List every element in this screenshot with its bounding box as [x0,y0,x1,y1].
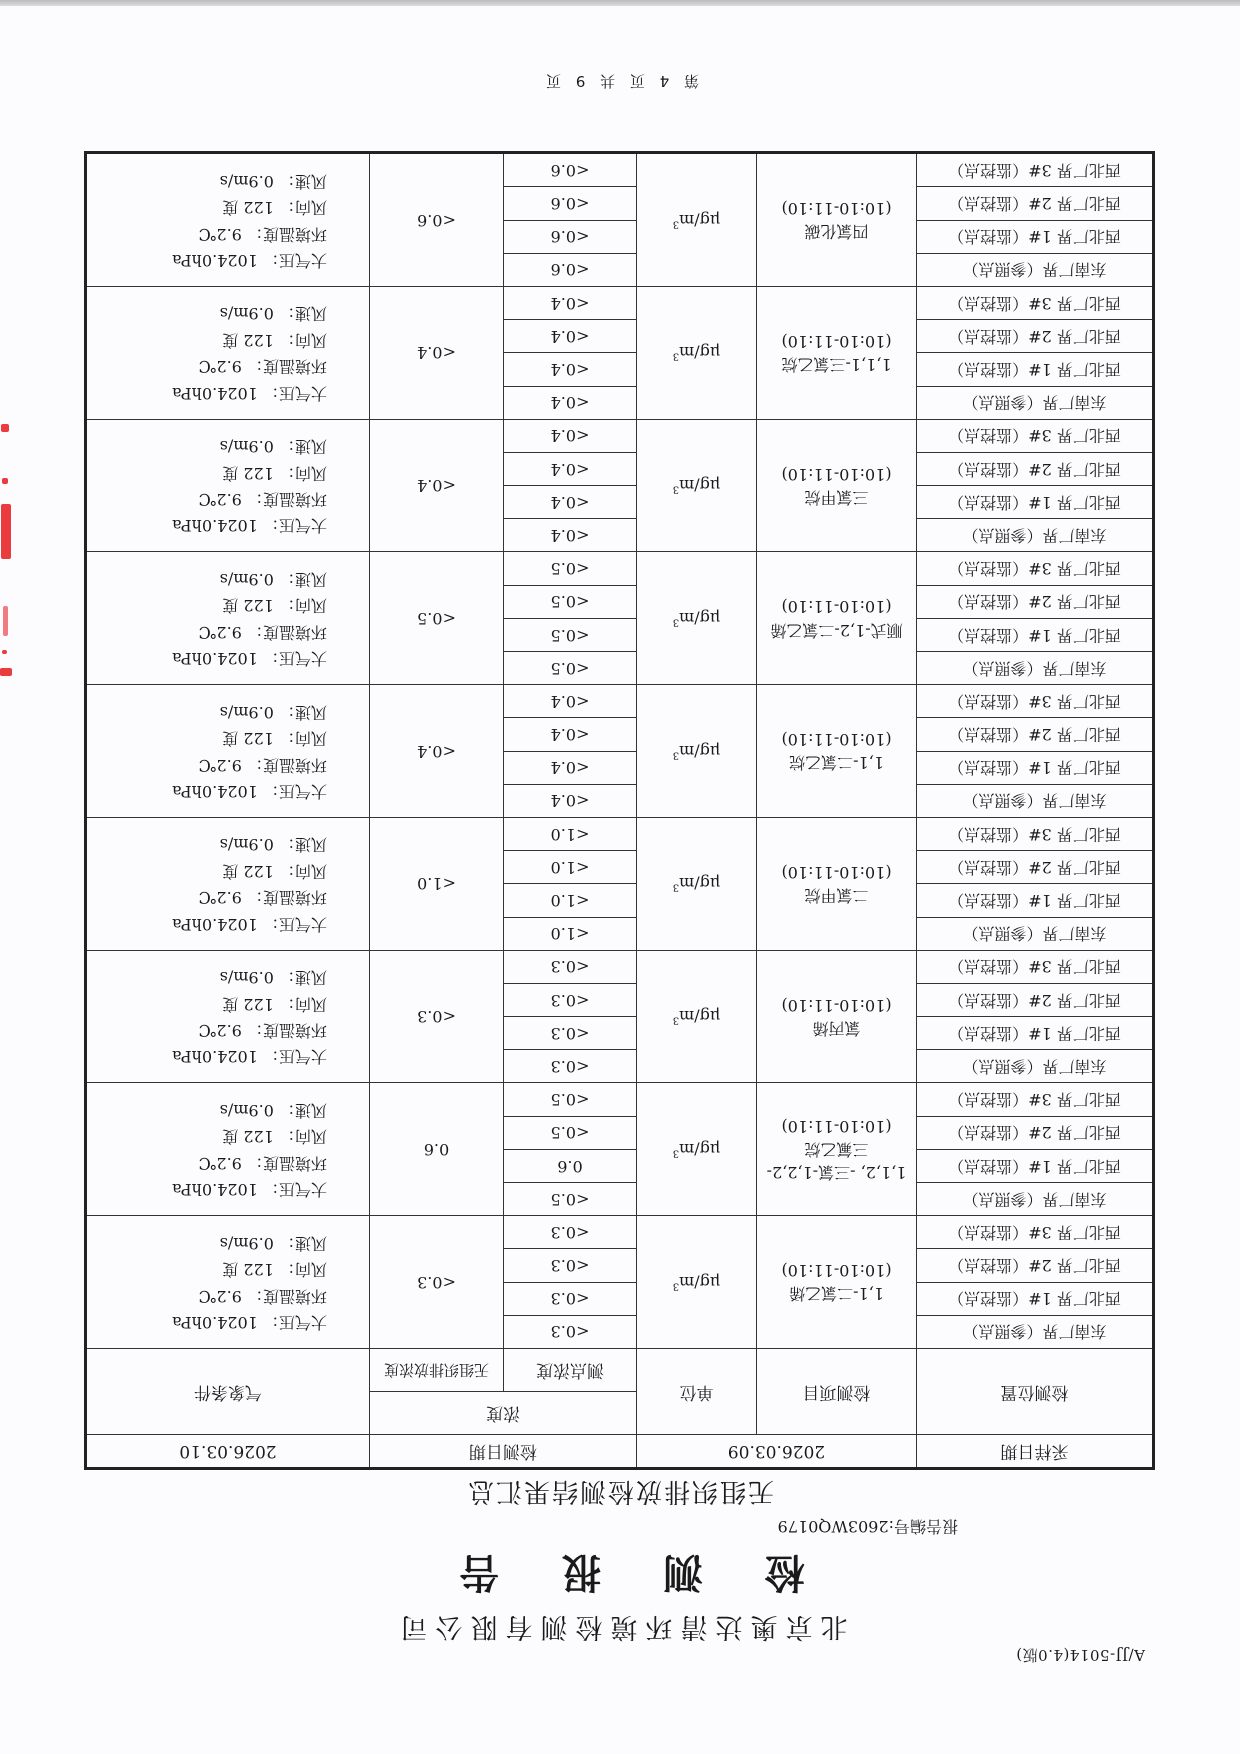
test-item-cell [757,1216,917,1349]
weather-wind-direction: 风向： 122 度 [222,1127,327,1147]
point-concentration-cell: <0.4 [504,519,637,552]
test-item-cell [757,552,917,685]
test-item-cell [757,818,917,951]
stamp-mark [1,504,11,559]
location-cell: 东南厂界（参照点） [917,1315,1154,1348]
location-cell: 东南厂界（参照点） [917,1183,1154,1216]
weather-pressure: 大气压： 1024.0hPa [172,914,327,934]
weather-temperature: 环境温度： 9.2℃ [198,1286,327,1306]
test-item-cell [757,287,917,420]
unit-text: μg/m [679,874,721,894]
weather-cell [86,287,370,420]
unit-exponent: 3 [672,350,680,362]
unit-cell [637,950,757,1083]
weather-wind-direction: 风向： 122 度 [222,463,327,483]
point-concentration-cell: <0.4 [504,452,637,485]
weather-temperature: 环境温度： 9.2℃ [198,490,327,510]
weather-wind-speed: 风速： 0.9m/s [219,171,327,191]
weather-cell [86,950,370,1083]
test-item-time: (10:10-11:10) [781,1261,892,1281]
test-item-cell [757,950,917,1083]
weather-pressure: 大气压： 1024.0hPa [172,1312,327,1332]
point-concentration-cell: 0.6 [504,1149,637,1182]
weather-pressure: 大气压： 1024.0hPa [172,516,327,536]
weather-wind-direction: 风向： 122 度 [222,1260,327,1280]
table-row [86,652,1154,685]
location-cell: 西北厂界 3#（监控点） [917,950,1154,983]
point-concentration-cell: <1.0 [504,884,637,917]
test-item-name: 顺式-1,2-二氯乙烯 [770,620,903,640]
fugitive-concentration-cell: <0.6 [370,153,504,287]
test-item-name: 氯丙烯 [812,1018,861,1038]
point-concentration-cell: <1.0 [504,917,637,950]
weather-temperature: 环境温度： 9.2℃ [198,1153,327,1173]
weather-pressure: 大气压： 1024.0hPa [172,781,327,801]
unit-cell [637,685,757,818]
weather-cell [86,685,370,818]
point-concentration-cell: <0.3 [504,1282,637,1315]
weather-pressure: 大气压： 1024.0hPa [172,1047,327,1067]
point-concentration-cell: <0.3 [504,1216,637,1249]
location-cell: 西北厂界 2#（监控点） [917,452,1154,485]
test-item-cell [757,685,917,818]
unit-cell [637,552,757,685]
company-name: 北京奥达清环境检测有限公司 [392,1611,848,1642]
col-header-unit: 单位 [637,1349,757,1435]
point-concentration-cell: <0.5 [504,1083,637,1116]
fugitive-concentration-cell: <0.4 [370,419,504,552]
point-concentration-cell: <0.4 [504,419,637,452]
point-concentration-cell: <1.0 [504,818,637,851]
point-concentration-cell: <0.6 [504,153,637,187]
location-cell: 东南厂界（参照点） [917,253,1154,286]
weather-temperature: 环境温度： 9.2℃ [198,888,327,908]
table-row [86,1315,1154,1348]
point-concentration-cell: <0.4 [504,320,637,353]
weather-wind-direction: 风向： 122 度 [222,330,327,350]
weather-temperature: 环境温度： 9.2℃ [198,622,327,642]
unit-exponent: 3 [672,1014,680,1026]
location-cell: 西北厂界 2#（监控点） [917,585,1154,618]
test-item-name: 1,1,1-三氯乙烷 [781,355,892,375]
col-header-fugitive-conc: 无组织排放浓度 [370,1349,504,1392]
point-concentration-cell: <0.5 [504,552,637,585]
report-number-value: 2603WQ0179 [777,1517,889,1536]
unit-cell [637,1216,757,1349]
weather-temperature: 环境温度： 9.2℃ [198,755,327,775]
weather-wind-direction: 风向： 122 度 [222,861,327,881]
point-concentration-cell: <0.6 [504,220,637,253]
unit-exponent: 3 [672,616,680,628]
fugitive-concentration-cell: <0.3 [370,1216,504,1349]
point-concentration-cell: <0.3 [504,1050,637,1083]
test-item-time: (10:10-11:10) [781,730,892,750]
weather-cell [86,1216,370,1349]
weather-cell [86,153,370,287]
point-concentration-cell: <0.6 [504,253,637,286]
unit-text: μg/m [679,476,721,496]
weather-wind-speed: 风速： 0.9m/s [219,437,327,457]
point-concentration-cell: <0.6 [504,187,637,220]
point-concentration-cell: <0.5 [504,618,637,651]
unit-text: μg/m [679,1007,721,1027]
test-item-cell [757,153,917,287]
point-concentration-cell: <0.5 [504,1183,637,1216]
test-item-name: 1,1,2, -三氯-1,2,2-三氟乙烷 [766,1139,907,1183]
location-cell: 西北厂界 1#（监控点） [917,884,1154,917]
form-code: A/JJ-5014(4.0版) [1015,1646,1145,1664]
point-concentration-cell: <1.0 [504,851,637,884]
unit-text: μg/m [679,1272,721,1292]
test-item-cell [757,419,917,552]
test-item-name: 1,1-二氯乙烯 [789,1284,884,1304]
unit-cell [637,153,757,287]
location-cell: 西北厂界 1#（监控点） [917,618,1154,651]
unit-exponent: 3 [672,1147,680,1159]
weather-wind-direction: 风向： 122 度 [222,596,327,616]
location-cell: 东南厂界（参照点） [917,652,1154,685]
weather-wind-speed: 风速： 0.9m/s [219,968,327,988]
unit-cell [637,1083,757,1216]
stamp-mark [3,606,8,636]
col-header-weather: 气象条件 [86,1349,370,1435]
col-header-concentration: 浓度 [370,1392,637,1435]
weather-cell [86,552,370,685]
location-cell: 西北厂界 1#（监控点） [917,1017,1154,1050]
test-date-label: 检测日期 [370,1435,637,1469]
unit-text: μg/m [679,608,721,628]
location-cell: 西北厂界 2#（监控点） [917,1249,1154,1282]
weather-cell [86,419,370,552]
point-concentration-cell: <0.3 [504,1315,637,1348]
weather-wind-speed: 风速： 0.9m/s [219,1233,327,1253]
test-item-name: 1,1-二氯乙烷 [789,753,884,773]
header-row-1 [86,1392,1154,1435]
report-number [778,1516,958,1539]
weather-pressure: 大气压： 1024.0hPa [172,1180,327,1200]
location-cell: 西北厂界 3#（监控点） [917,153,1154,187]
test-item-time: (10:10-11:10) [781,1116,892,1136]
sampling-date-label: 采样日期 [917,1435,1154,1469]
unit-exponent: 3 [672,881,680,893]
page-number: 第 4 页 共 9 页 [541,72,699,90]
table-title: 无组织排放检测结果汇总 [466,1476,775,1506]
fugitive-concentration-cell: <0.4 [370,287,504,420]
unit-text: μg/m [679,1139,721,1159]
stamp-mark [2,478,8,484]
scan-edge [0,0,1240,6]
unit-cell [637,419,757,552]
weather-cell [86,1083,370,1216]
point-concentration-cell: <0.5 [504,652,637,685]
weather-wind-speed: 风速： 0.9m/s [219,569,327,589]
test-item-time: (10:10-11:10) [781,199,892,219]
weather-wind-speed: 风速： 0.9m/s [219,835,327,855]
point-concentration-cell: <0.4 [504,287,637,320]
table-row [86,1050,1154,1083]
location-cell: 西北厂界 3#（监控点） [917,419,1154,452]
location-cell: 西北厂界 3#（监控点） [917,818,1154,851]
location-cell: 西北厂界 3#（监控点） [917,685,1154,718]
weather-wind-direction: 风向： 122 度 [222,729,327,749]
location-cell: 西北厂界 3#（监控点） [917,1083,1154,1116]
stamp-mark [0,668,12,676]
point-concentration-cell: <0.5 [504,1116,637,1149]
point-concentration-cell: <0.4 [504,784,637,817]
location-cell: 东南厂界（参照点） [917,386,1154,419]
location-cell: 西北厂界 1#（监控点） [917,1149,1154,1182]
weather-wind-speed: 风速： 0.9m/s [219,304,327,324]
location-cell: 西北厂界 2#（监控点） [917,983,1154,1016]
test-item-time: (10:10-11:10) [781,995,892,1015]
table-row [86,519,1154,552]
location-cell: 西北厂界 3#（监控点） [917,1216,1154,1249]
location-cell: 西北厂界 1#（监控点） [917,751,1154,784]
report-number-label: 报告编号: [888,1517,958,1536]
test-item-time: (10:10-11:10) [781,464,892,484]
unit-exponent: 3 [672,749,680,761]
point-concentration-cell: <0.4 [504,718,637,751]
point-concentration-cell: <0.4 [504,386,637,419]
weather-wind-speed: 风速： 0.9m/s [219,1100,327,1120]
fugitive-concentration-cell: <0.4 [370,685,504,818]
test-item-name: 三氯甲烷 [804,487,869,507]
point-concentration-cell: <0.3 [504,1249,637,1282]
fugitive-concentration-cell: 0.6 [370,1083,504,1216]
weather-wind-direction: 风向： 122 度 [222,994,327,1014]
col-header-item: 检测项目 [757,1349,917,1435]
weather-wind-direction: 风向： 122 度 [222,198,327,218]
test-item-time: (10:10-11:10) [781,597,892,617]
unit-text: μg/m [679,741,721,761]
point-concentration-cell: <0.3 [504,1017,637,1050]
fugitive-concentration-cell: <0.3 [370,950,504,1083]
unit-exponent: 3 [672,1280,680,1292]
weather-temperature: 环境温度： 9.2℃ [198,357,327,377]
location-cell: 西北厂界 1#（监控点） [917,353,1154,386]
point-concentration-cell: <0.5 [504,585,637,618]
table-row [86,386,1154,419]
test-item-name: 二氯甲烷 [804,886,869,906]
location-cell: 西北厂界 2#（监控点） [917,1116,1154,1149]
location-cell: 东南厂界（参照点） [917,519,1154,552]
weather-temperature: 环境温度： 9.2℃ [198,1021,327,1041]
location-cell: 东南厂界（参照点） [917,784,1154,817]
location-cell: 西北厂界 3#（监控点） [917,552,1154,585]
location-cell: 西北厂界 1#（监控点） [917,220,1154,253]
unit-exponent: 3 [672,483,680,495]
unit-cell [637,818,757,951]
location-cell: 西北厂界 2#（监控点） [917,718,1154,751]
col-header-point-conc: 测点浓度 [504,1349,637,1392]
point-concentration-cell: <0.3 [504,983,637,1016]
table-row [86,917,1154,950]
location-cell: 西北厂界 1#（监控点） [917,486,1154,519]
weather-temperature: 环境温度： 9.2℃ [198,224,327,244]
weather-wind-speed: 风速： 0.9m/s [219,702,327,722]
point-concentration-cell: <0.3 [504,950,637,983]
unit-text: μg/m [679,343,721,363]
fugitive-concentration-cell: <1.0 [370,818,504,951]
stamp-mark [1,424,9,432]
report-title: 检 测 报 告 [435,1549,805,1595]
point-concentration-cell: <0.4 [504,685,637,718]
point-concentration-cell: <0.4 [504,486,637,519]
unit-exponent: 3 [672,218,680,230]
weather-pressure: 大气压： 1024.0hPa [172,383,327,403]
location-cell: 东南厂界（参照点） [917,917,1154,950]
location-cell: 西北厂界 1#（监控点） [917,1282,1154,1315]
fugitive-concentration-cell: <0.5 [370,552,504,685]
results-table [84,151,1155,1470]
test-date: 2026.03.10 [86,1435,370,1469]
point-concentration-cell: <0.4 [504,353,637,386]
date-row [86,1435,1154,1469]
test-item-time: (10:10-11:10) [781,331,892,351]
test-item-cell [757,1083,917,1216]
weather-pressure: 大气压： 1024.0hPa [172,649,327,669]
weather-pressure: 大气压： 1024.0hPa [172,250,327,270]
test-item-time: (10:10-11:10) [781,862,892,882]
unit-cell [637,287,757,420]
location-cell: 西北厂界 2#（监控点） [917,187,1154,220]
location-cell: 西北厂界 3#（监控点） [917,287,1154,320]
weather-cell [86,818,370,951]
col-header-location: 检测位置 [917,1349,1154,1435]
sampling-date: 2026.03.09 [637,1435,917,1469]
location-cell: 东南厂界（参照点） [917,1050,1154,1083]
table-row [86,784,1154,817]
point-concentration-cell: <0.4 [504,751,637,784]
test-item-name: 四氯化碳 [804,222,869,242]
location-cell: 西北厂界 2#（监控点） [917,320,1154,353]
unit-text: μg/m [679,210,721,230]
stamp-mark [2,650,7,654]
location-cell: 西北厂界 2#（监控点） [917,851,1154,884]
table-row [86,1183,1154,1216]
table-row [86,253,1154,286]
